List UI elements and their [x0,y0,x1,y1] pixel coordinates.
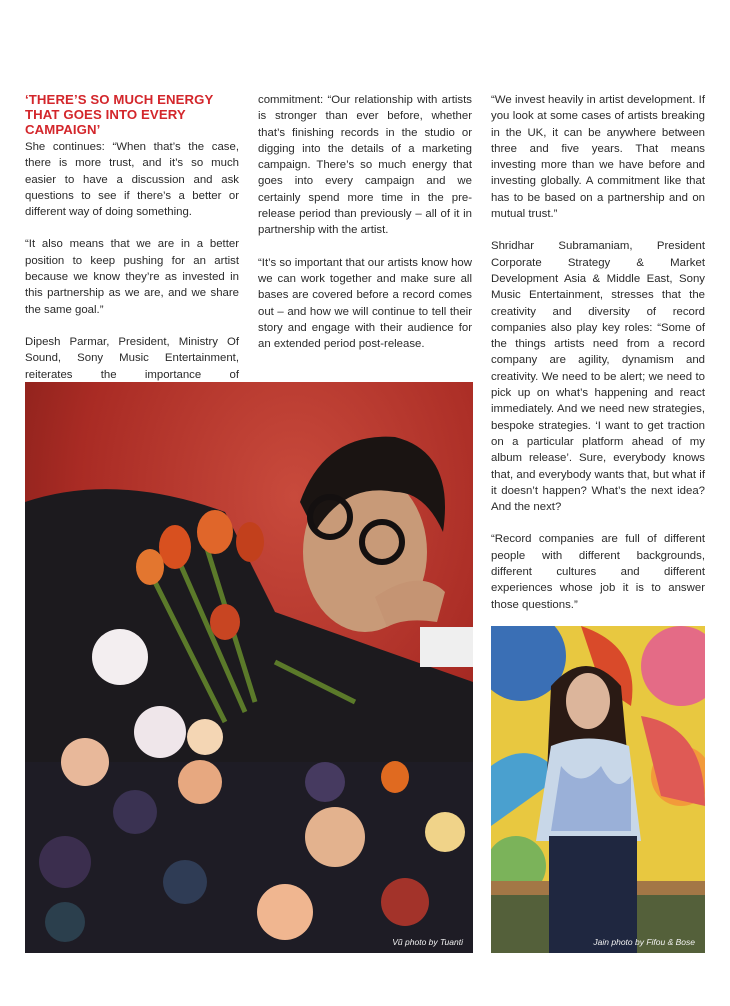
article-headline: ‘THERE’S SO MUCH ENERGY THAT GOES INTO EVERY CAMPAIGN’ [25,92,214,137]
paragraph: “We invest heavily in artist development. If you look at some cases of artists breaking in the UK, it can be anywhere between three and five years. That means investing more than we have before and investing globally. A commitment like that has to be based on a partnership and on mutual trust.” [491,94,705,221]
paragraph: Dipesh Parmar, President, Ministry Of Sound, Sony Music Entertainment, reiterates the importance of [25,335,239,381]
paragraph: She continues: “When that’s the case, there is more trust, and it’s so much easier to have a discussion and ask questions to see if there’s a better or different way of doing something. [25,141,239,219]
article-column-3 [491,92,705,629]
article-column-1 [25,92,239,415]
mural-portrait-illustration [491,626,705,953]
paragraph: “Record companies are full of different people with different backgrounds, different cultures and different experiences whose job it is to answer those questions.” [491,533,705,611]
portrait-illustration [25,382,473,953]
photo-credit: Jain photo by Fifou & Bose [593,937,695,947]
paragraph: “It’s so important that our artists know how we can work together and make sure all bases are covered before a record comes out – and how we will continue to tell their story and engage with their audience for an extended period post-release. [258,256,472,351]
paragraph: Shridhar Subramaniam, President Corporate Strategy & Market Development Asia & Middle East, Sony Music Entertainment, stresses that the creativity and diversity of record companies also play key roles: “Some of the things artists need from a record company are agility, dynamism and creativity. We need to be alert; we need to pick up on what’s happening and react immediately. And we need new strategies, bespoke strategies. ‘I want to get traction on a particular platform ahead of my album release’. Sure, everybody knows that, and everybody wants that, but what if it doesn’t happen? What’s the next idea? And the next? [491,240,705,514]
paragraph: commitment: “Our relationship with artists is stronger than ever before, whether that’s finishing records in the studio or digging into the details of a marketing campaign. There’s so much energy that goes into every campaign and we certainly spend more time in the pre-release period than previously – all of it in partnership with the artist. [258,94,472,237]
executive-portrait-photo [491,626,705,953]
article-column-2 [258,92,472,368]
photo-credit: Vũ photo by Tuanti [392,937,463,947]
paragraph: “It also means that we are in a better position to keep pushing for an artist because we know they’re as invested in this partnership as we are, and we share the same goal.” [25,238,239,316]
artist-portrait-photo [25,382,473,953]
